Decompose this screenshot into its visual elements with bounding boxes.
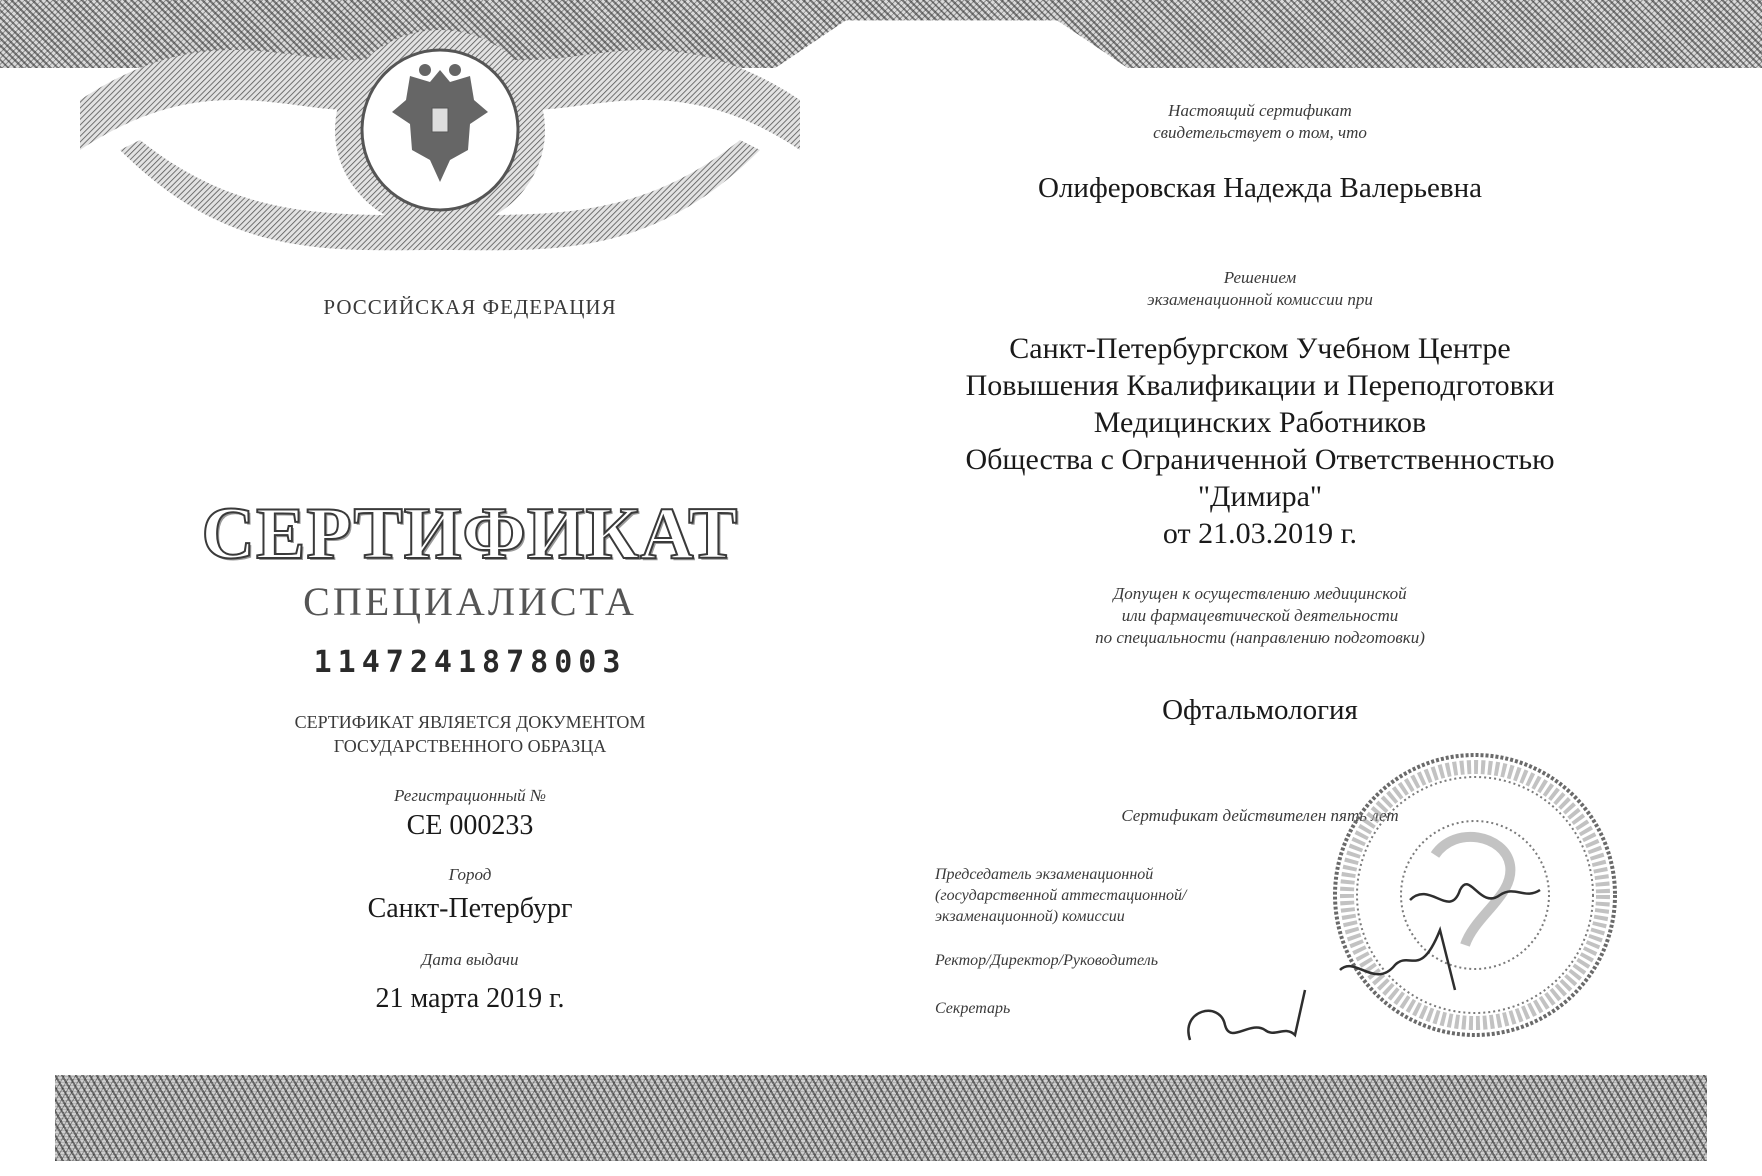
decision-line-2: экзаменационной комиссии при	[1147, 290, 1373, 309]
chair-line-3: экзаменационной) комиссии	[935, 908, 1125, 925]
city-label: Город	[448, 865, 492, 884]
org-line-5: "Димира"	[1197, 480, 1323, 513]
admit-line-3: по специальности (направлению подготовки)	[1095, 628, 1425, 647]
document-note-line-2: ГОСУДАРСТВЕННОГО ОБРАЗЦА	[333, 736, 607, 756]
registration-label: Регистрационный №	[394, 786, 546, 805]
org-line-3: Медицинских Работников	[1093, 406, 1427, 439]
admit-line-2: или фармацевтической деятельности	[1121, 606, 1399, 625]
document-note-line-1: СЕРТИФИКАТ ЯВЛЯЕТСЯ ДОКУМЕНТОМ	[294, 712, 646, 732]
secretary-label: Секретарь	[935, 1000, 1011, 1017]
intro-line-2: свидетельствует о том, что	[1153, 123, 1367, 142]
admission-text	[900, 583, 1620, 649]
handwritten-signatures	[1180, 860, 1560, 1060]
document-status-note	[200, 710, 740, 758]
rector-label: Ректор/Директор/Руководитель	[935, 952, 1159, 969]
certificate-subtitle: СПЕЦИАЛИСТА	[303, 579, 637, 624]
org-line-4: Общества с Ограниченной Ответственностью	[965, 443, 1555, 476]
decision-text	[900, 267, 1620, 311]
double-headed-eagle-icon	[80, 0, 800, 280]
certificate-intro	[900, 100, 1620, 144]
state-emblem-frame	[80, 0, 800, 280]
decision-line-1: Решением	[1223, 268, 1297, 287]
org-line-2: Повышения Квалификации и Переподготовки	[965, 369, 1555, 402]
chair-line-1: Председатель экзаменационной	[935, 866, 1154, 883]
chairman-label	[935, 864, 1186, 927]
issue-date-value: 21 марта 2019 г.	[375, 983, 565, 1014]
country-name: РОССИЙСКАЯ ФЕДЕРАЦИЯ	[323, 295, 617, 319]
holder-name: Олиферовская Надежда Валерьевна	[1038, 172, 1482, 204]
validity-note: Сертификат действителен пять лет	[1121, 806, 1399, 825]
signature-icon	[1180, 860, 1560, 1060]
specialty-name: Офтальмология	[1162, 694, 1358, 726]
org-line-1: Санкт-Петербургском Учебном Центре	[1009, 332, 1511, 365]
issue-date-label: Дата выдачи	[421, 950, 519, 969]
admit-line-1: Допущен к осуществлению медицинской	[1113, 584, 1407, 603]
org-date: от 21.03.2019 г.	[1162, 517, 1358, 550]
intro-line-1: Настоящий сертификат	[1168, 101, 1352, 120]
organization-name	[900, 330, 1620, 552]
city-value: Санкт-Петербург	[367, 893, 573, 924]
bottom-guilloche-border	[55, 1075, 1707, 1161]
certificate-number: 1147241878003	[313, 645, 627, 680]
certificate-title: СЕРТИФИКАТ	[201, 493, 739, 575]
registration-number: СЕ 000233	[406, 810, 534, 841]
chair-line-2: (государственной аттестационной/	[935, 887, 1187, 904]
